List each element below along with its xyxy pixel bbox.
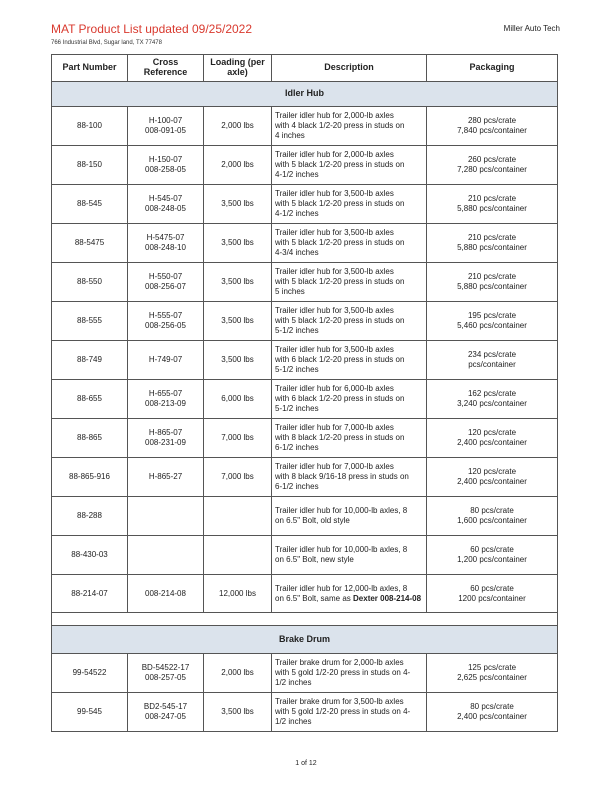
description-cell [272, 185, 427, 224]
loading-cell [204, 497, 272, 536]
cell-line: H-100-07 [148, 116, 183, 125]
cell-line: 5,460 pcs/container [457, 321, 527, 330]
packaging-cell [427, 341, 558, 380]
loading-cell: 3,500 lbs [204, 341, 272, 380]
cross-reference-cell [128, 302, 204, 341]
loading-cell: 2,000 lbs [204, 107, 272, 146]
table-body [52, 82, 558, 732]
cell-line: 5-1/2 inches [275, 404, 319, 413]
cell-line: 4-1/2 inches [275, 170, 319, 179]
cell-line: H-749-07 [148, 355, 183, 364]
section-title: Idler Hub [52, 82, 558, 107]
table-row [52, 146, 558, 185]
description-cell [272, 419, 427, 458]
cell-line: Trailer idler hub for 3,500-lb axles [275, 228, 394, 237]
col-header-packaging: Packaging [427, 55, 558, 82]
cell-line: H-655-07 [148, 389, 183, 398]
cell-line: 7,280 pcs/container [457, 165, 527, 174]
part-number-cell: 88-550 [52, 263, 128, 302]
cross-reference-cell [128, 185, 204, 224]
cell-line: 2,625 pcs/container [457, 673, 527, 682]
description-cell [272, 497, 427, 536]
table-row [52, 575, 558, 613]
cell-line: 008-256-05 [145, 321, 186, 330]
table-row [52, 185, 558, 224]
cell-line: on 6.5" Bolt, same as [275, 593, 351, 603]
packaging-cell [427, 536, 558, 575]
cell-line: 6-1/2 inches [275, 443, 319, 452]
description-cell [272, 107, 427, 146]
cross-reference-cell [128, 380, 204, 419]
cell-line: 6-1/2 inches [275, 482, 319, 491]
cell-line: Trailer idler hub for 7,000-lb axles [275, 462, 394, 471]
packaging-cell [427, 380, 558, 419]
page-number: 1 of 12 [295, 760, 317, 767]
cell-line: 162 pcs/crate [467, 389, 517, 398]
part-number-cell: 88-655 [52, 380, 128, 419]
cell-line: with 6 black 1/2-20 press in studs on [275, 355, 405, 364]
company-address: 766 Industrial Blvd, Sugar land, TX 77478 [51, 40, 162, 46]
cell-line: 120 pcs/crate [467, 467, 517, 476]
cell-line: pcs/container [468, 360, 516, 369]
description-cell [272, 263, 427, 302]
cell-line: H-5475-07 [146, 233, 185, 242]
table-row [52, 263, 558, 302]
cell-line: 195 pcs/crate [467, 311, 517, 320]
packaging-cell [427, 185, 558, 224]
cross-reference-cell [128, 575, 204, 613]
cross-reference-cell [128, 107, 204, 146]
cell-line: 008-214-08 [145, 588, 186, 598]
cell-line: Trailer idler hub for 2,000-lb axles [275, 150, 394, 159]
description-cell [272, 575, 427, 613]
cell-line: 210 pcs/crate [467, 233, 517, 242]
description-cell [272, 654, 427, 693]
cell-line: Trailer idler hub for 3,500-lb axles [275, 306, 394, 315]
packaging-cell [427, 419, 558, 458]
cell-line: Trailer idler hub for 2,000-lb axles [275, 111, 394, 120]
packaging-cell [427, 654, 558, 693]
cell-line: 210 pcs/crate [467, 272, 517, 281]
product-table [51, 54, 558, 732]
cell-line: 5,880 pcs/container [457, 243, 527, 252]
loading-cell: 3,500 lbs [204, 263, 272, 302]
part-number-cell: 88-545 [52, 185, 128, 224]
description-cell [272, 341, 427, 380]
cell-line: 5,880 pcs/container [457, 204, 527, 213]
cell-line: 008-257-05 [145, 673, 186, 682]
loading-cell: 7,000 lbs [204, 458, 272, 497]
part-number-cell: 99-54522 [52, 654, 128, 693]
cell-line: 4-1/2 inches [275, 209, 319, 218]
cross-reference-cell [128, 458, 204, 497]
cross-reference-cell [128, 693, 204, 732]
cross-reference-cell [128, 341, 204, 380]
cell-line: 5,880 pcs/container [457, 282, 527, 291]
cell-line: 1,600 pcs/container [457, 516, 527, 525]
spacer-cell [52, 613, 558, 626]
cell-line: 5 inches [275, 287, 305, 296]
packaging-cell [427, 497, 558, 536]
part-number-cell: 88-555 [52, 302, 128, 341]
loading-cell: 2,000 lbs [204, 654, 272, 693]
cell-line: with 5 black 1/2-20 press in studs on [275, 160, 405, 169]
cell-line: 120 pcs/crate [467, 428, 517, 437]
cell-line: 2,400 pcs/container [457, 477, 527, 486]
table-row [52, 380, 558, 419]
part-number-cell: 88-288 [52, 497, 128, 536]
table-row [52, 341, 558, 380]
table-row [52, 224, 558, 263]
cell-line: 260 pcs/crate [467, 155, 517, 164]
cell-line: H-550-07 [148, 272, 183, 281]
cell-line: Trailer idler hub for 12,000-lb axles, 8 [275, 583, 408, 593]
cell-line: BD-54522-17 [141, 663, 190, 672]
loading-cell: 3,500 lbs [204, 224, 272, 263]
col-header-description: Description [272, 55, 427, 82]
cell-line: Trailer brake drum for 2,000-lb axles [275, 658, 404, 667]
packaging-cell [427, 107, 558, 146]
packaging-cell [427, 224, 558, 263]
loading-cell: 12,000 lbs [204, 575, 272, 613]
cell-line: with 5 black 1/2-20 press in studs on [275, 277, 405, 286]
packaging-cell [427, 302, 558, 341]
cell-line: 1/2 inches [275, 717, 312, 726]
cell-line: 1,200 pcs/container [457, 555, 527, 564]
table-row [52, 693, 558, 732]
cell-line: 1200 pcs/container [458, 593, 526, 603]
part-number-cell: 88-214-07 [52, 575, 128, 613]
cell-line: Trailer idler hub for 6,000-lb axles [275, 384, 394, 393]
cell-line: on 6.5" Bolt, new style [275, 555, 354, 564]
cell-line: H-545-07 [148, 194, 183, 203]
cell-line: Trailer brake drum for 3,500-lb axles [275, 697, 404, 706]
section-header-row [52, 626, 558, 654]
cell-line: 4-3/4 inches [275, 248, 319, 257]
description-cell [272, 693, 427, 732]
table-row [52, 497, 558, 536]
cell-line: Trailer idler hub for 7,000-lb axles [275, 423, 394, 432]
loading-cell: 3,500 lbs [204, 185, 272, 224]
loading-cell: 6,000 lbs [204, 380, 272, 419]
cell-line: 008-213-09 [145, 399, 186, 408]
table-row [52, 302, 558, 341]
description-bold-reference: Dexter 008-214-08 [353, 593, 422, 603]
loading-cell: 7,000 lbs [204, 419, 272, 458]
cell-line: BD2-545-17 [143, 702, 188, 711]
cell-line: 008-258-05 [145, 165, 186, 174]
part-number-cell: 88-150 [52, 146, 128, 185]
cell-line: 008-248-10 [145, 243, 186, 252]
part-number-cell: 88-5475 [52, 224, 128, 263]
cell-line: 5-1/2 inches [275, 326, 319, 335]
cell-line: Trailer idler hub for 3,500-lb axles [275, 189, 394, 198]
cell-line: H-865-07 [148, 428, 183, 437]
packaging-cell [427, 458, 558, 497]
cell-line: 80 pcs/crate [470, 506, 514, 515]
company-name: Miller Auto Tech [503, 24, 560, 33]
cell-line: 1/2 inches [275, 678, 312, 687]
packaging-cell [427, 575, 558, 613]
cell-line: with 5 black 1/2-20 press in studs on [275, 316, 405, 325]
table-row [52, 654, 558, 693]
cell-line: H-865-27 [148, 472, 183, 481]
loading-cell: 3,500 lbs [204, 302, 272, 341]
packaging-cell [427, 146, 558, 185]
loading-cell [204, 536, 272, 575]
cell-line: with 8 black 1/2-20 press in studs on [275, 433, 405, 442]
cell-line: with 6 black 1/2-20 press in studs on [275, 394, 405, 403]
cell-line: with 5 black 1/2-20 press in studs on [275, 199, 405, 208]
part-number-cell: 99-545 [52, 693, 128, 732]
cell-line: with 5 gold 1/2-20 press in studs on 4- [275, 668, 411, 677]
col-header-part-number: Part Number [52, 55, 128, 82]
table-header-row [52, 55, 558, 82]
table-row [52, 107, 558, 146]
description-cell [272, 224, 427, 263]
cell-line: 008-091-05 [145, 126, 186, 135]
description-cell [272, 380, 427, 419]
col-header-loading: Loading (per axle) [204, 55, 272, 82]
cell-line: with 4 black 1/2-20 press in studs on [275, 121, 405, 130]
description-cell [272, 146, 427, 185]
cell-line: 2,400 pcs/container [457, 712, 527, 721]
document-title: MAT Product List updated 09/25/2022 [51, 22, 253, 36]
section-header-row [52, 82, 558, 107]
part-number-cell: 88-430-03 [52, 536, 128, 575]
description-cell [272, 536, 427, 575]
part-number-cell: 88-865 [52, 419, 128, 458]
cell-line: 2,400 pcs/container [457, 438, 527, 447]
cell-line: 60 pcs/crate [470, 545, 514, 554]
table-row [52, 536, 558, 575]
cell-line: 234 pcs/crate [467, 350, 517, 359]
cross-reference-cell [128, 419, 204, 458]
cell-line: 008-231-09 [145, 438, 186, 447]
part-number-cell: 88-100 [52, 107, 128, 146]
cross-reference-cell [128, 224, 204, 263]
cell-line: H-555-07 [148, 311, 183, 320]
cross-reference-cell [128, 497, 204, 536]
cell-line: 008-248-05 [145, 204, 186, 213]
part-number-cell: 88-865-916 [52, 458, 128, 497]
cell-line: Trailer idler hub for 10,000-lb axles, 8 [275, 545, 408, 554]
loading-cell: 3,500 lbs [204, 693, 272, 732]
cross-reference-cell [128, 263, 204, 302]
cell-line: with 5 gold 1/2-20 press in studs on 4- [275, 707, 411, 716]
cell-line: 125 pcs/crate [467, 663, 517, 672]
loading-cell: 2,000 lbs [204, 146, 272, 185]
table-row [52, 458, 558, 497]
cell-line: 210 pcs/crate [467, 194, 517, 203]
cell-line: H-150-07 [148, 155, 183, 164]
packaging-cell [427, 263, 558, 302]
section-title: Brake Drum [52, 626, 558, 654]
cell-line: 280 pcs/crate [467, 116, 517, 125]
cell-line: 5-1/2 inches [275, 365, 319, 374]
packaging-cell [427, 693, 558, 732]
cell-line: 7,840 pcs/container [457, 126, 527, 135]
cross-reference-cell [128, 536, 204, 575]
cell-line: 80 pcs/crate [470, 702, 514, 711]
cell-line: on 6.5" Bolt, old style [275, 516, 350, 525]
description-cell [272, 458, 427, 497]
cross-reference-cell [128, 146, 204, 185]
cross-reference-cell [128, 654, 204, 693]
cell-line: 4 inches [275, 131, 305, 140]
table-row [52, 419, 558, 458]
cell-line: 008-256-07 [145, 282, 186, 291]
cell-line: Trailer idler hub for 3,500-lb axles [275, 345, 394, 354]
col-header-cross-reference: Cross Reference [128, 55, 204, 82]
part-number-cell: 88-749 [52, 341, 128, 380]
cell-line: with 8 black 9/16-18 press in studs on [275, 472, 409, 481]
cell-line: 008-247-05 [145, 712, 186, 721]
description-cell [272, 302, 427, 341]
cell-line: Trailer idler hub for 3,500-lb axles [275, 267, 394, 276]
spacer-row [52, 613, 558, 626]
cell-line: 3,240 pcs/container [457, 399, 527, 408]
cell-line: with 5 black 1/2-20 press in studs on [275, 238, 405, 247]
cell-line: Trailer idler hub for 10,000-lb axles, 8 [275, 506, 408, 515]
cell-line: 60 pcs/crate [470, 583, 514, 593]
